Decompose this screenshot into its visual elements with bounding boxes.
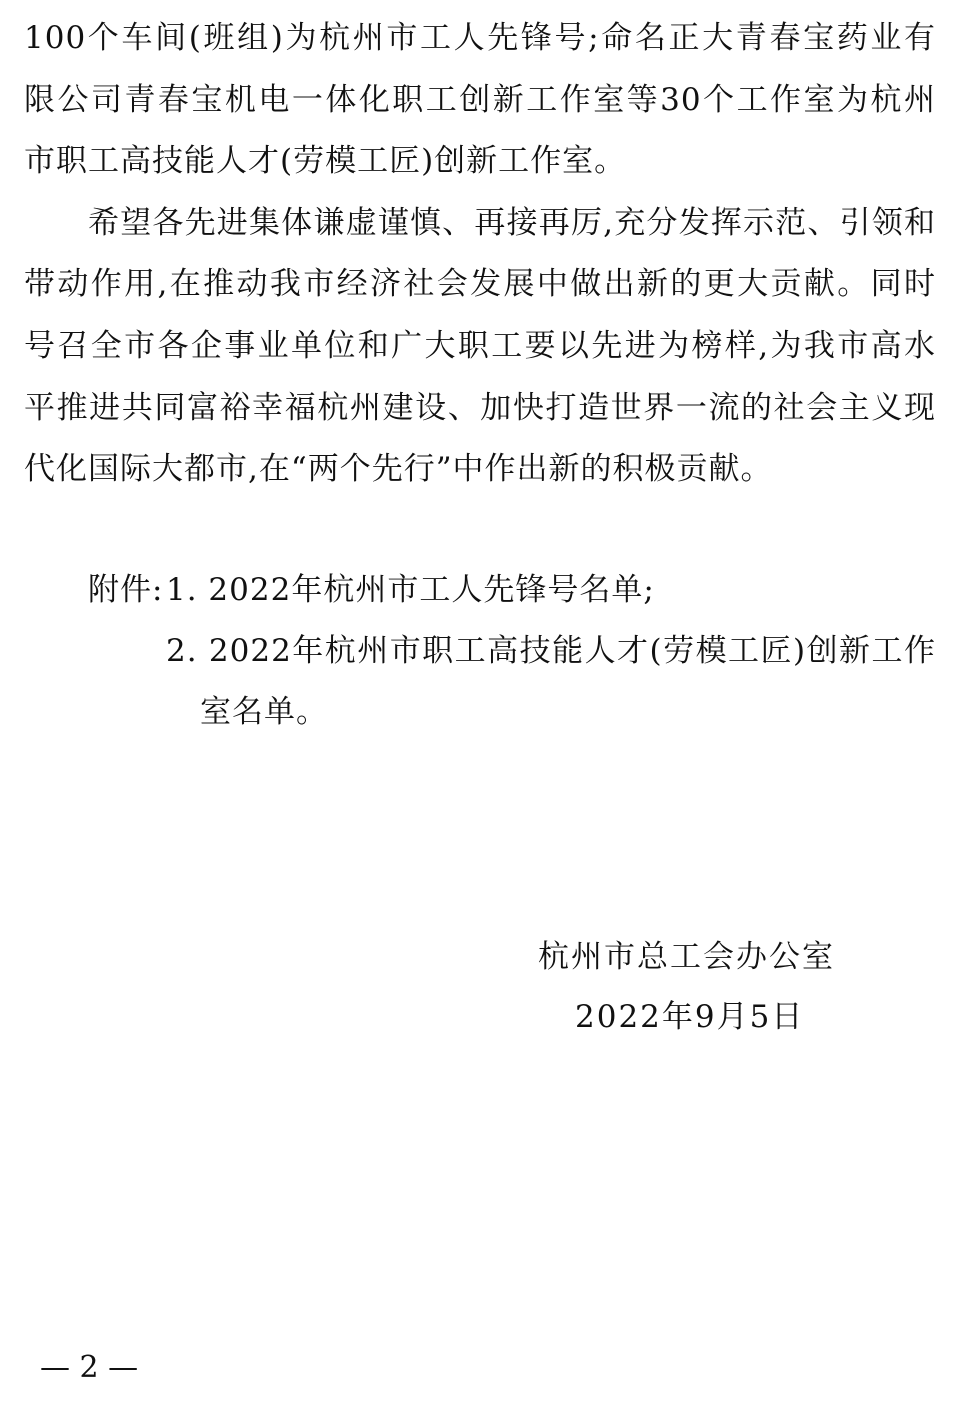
attachments-label: 附件: <box>88 572 164 608</box>
issue-date: 2022年9月5日 <box>575 999 805 1035</box>
body-line-7: 平推进共同富裕幸福杭州建设、加快打造世界一流的社会主义现 <box>24 390 936 426</box>
body-line-6: 号召全市各企事业单位和广大职工要以先进为榜样,为我市高水 <box>24 328 936 364</box>
attachment-item-1: 1. 2022年杭州市工人先锋号名单; <box>166 572 655 608</box>
body-line-1: 100个车间(班组)为杭州市工人先锋号;命名正大青春宝药业有 <box>24 20 936 56</box>
attachment-item-2-continued: 室名单。 <box>200 694 328 730</box>
body-line-8: 代化国际大都市,在“两个先行”中作出新的积极贡献。 <box>24 451 773 487</box>
attachment-item-2: 2. 2022年杭州市职工高技能人才(劳模工匠)创新工作 <box>166 633 936 669</box>
page-number: — 2 — <box>40 1350 139 1385</box>
body-line-3: 市职工高技能人才(劳模工匠)创新工作室。 <box>24 143 627 179</box>
body-line-5: 带动作用,在推动我市经济社会发展中做出新的更大贡献。同时 <box>24 266 936 302</box>
body-line-2: 限公司青春宝机电一体化职工创新工作室等30个工作室为杭州 <box>24 82 936 118</box>
body-line-4: 希望各先进集体谦虚谨慎、再接再厉,充分发挥示范、引领和 <box>88 205 936 241</box>
issuing-office: 杭州市总工会办公室 <box>538 939 835 975</box>
